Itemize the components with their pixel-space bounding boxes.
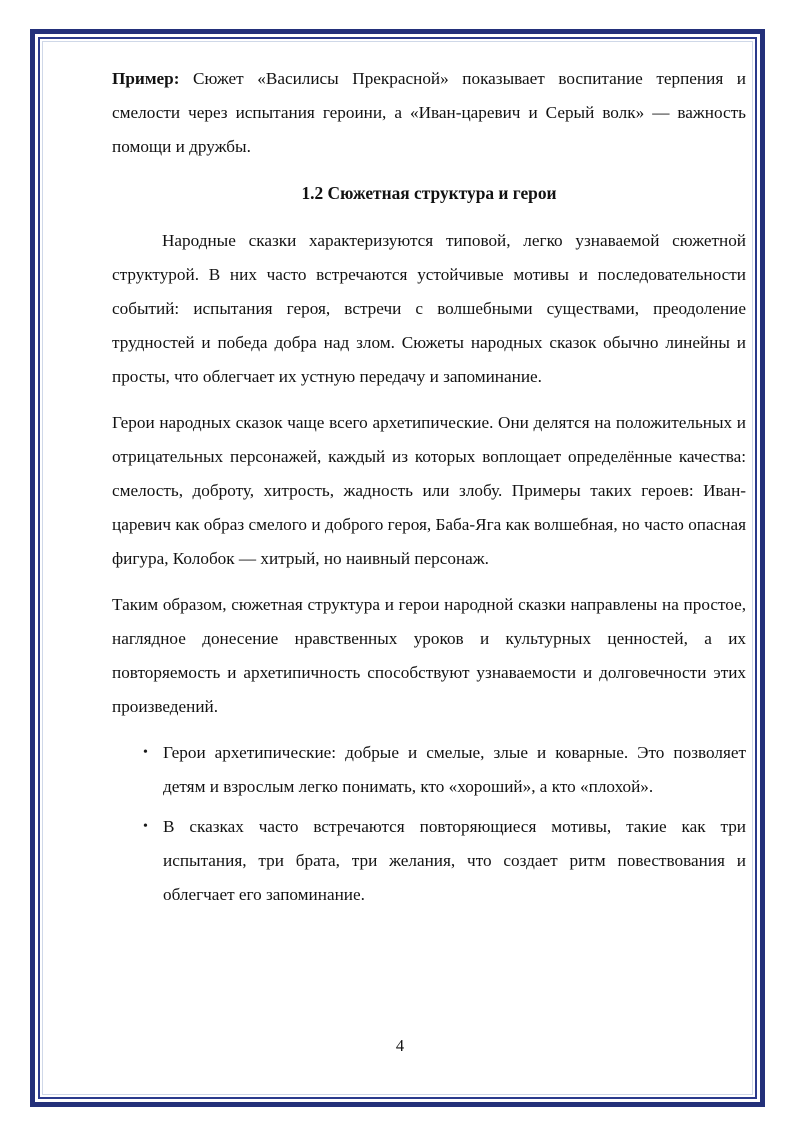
example-paragraph bbox=[112, 62, 746, 164]
bullet-list bbox=[112, 736, 746, 912]
list-item-text: В сказках часто встречаются повторяющиеся мотивы, такие как три испытания, три брата, три желания, что создает ритм повествования и облегчает его запоминание. bbox=[163, 817, 746, 904]
paragraph-1: Народные сказки характеризуются типовой, легко узнаваемой сюжетной структурой. В них часто встречаются устойчивые мотивы и последовательности событий: испытания героя, встречи с волшебными существами, преодоление трудностей и победа добра над злом. Сюжеты народных сказок обычно линейны и просты, что облегчает их устную передачу и запоминание. bbox=[112, 231, 746, 386]
list-item-text: Герои архетипические: добрые и смелые, злые и коварные. Это позволяет детям и взрослым легко понимать, кто «хороший», а кто «плохой». bbox=[163, 743, 746, 796]
paragraph-3: Таким образом, сюжетная структура и герои народной сказки направлены на простое, наглядное донесение нравственных уроков и культурных ценностей, а их повторяемость и архетипичность способствуют узнаваемости и долговечности этих произведений. bbox=[112, 595, 746, 716]
list-item bbox=[112, 810, 746, 912]
bullet-icon: • bbox=[143, 745, 148, 760]
example-label: Пример: bbox=[112, 69, 180, 88]
section-heading: 1.2 Сюжетная структура и герои bbox=[301, 183, 557, 203]
paragraph-2: Герои народных сказок чаще всего архетипические. Они делятся на положительных и отрицательных персонажей, каждый из которых воплощает определённые качества: смелость, доброту, хитрость, жадность или злобу. Примеры таких героев: Иван-царевич как образ смелого и доброго героя, Баба-Яга как волшебная, но часто опасная фигура, Колобок — хитрый, но наивный персонаж. bbox=[112, 413, 746, 568]
page-number: 4 bbox=[395, 1036, 405, 1055]
page-content bbox=[112, 62, 746, 918]
example-text: Сюжет «Василисы Прекрасной» показывает воспитание терпения и смелости через испытания героини, а «Иван-царевич и Серый волк» — важность помощи и дружбы. bbox=[112, 69, 746, 156]
list-item bbox=[112, 736, 746, 804]
bullet-icon: • bbox=[143, 819, 148, 834]
